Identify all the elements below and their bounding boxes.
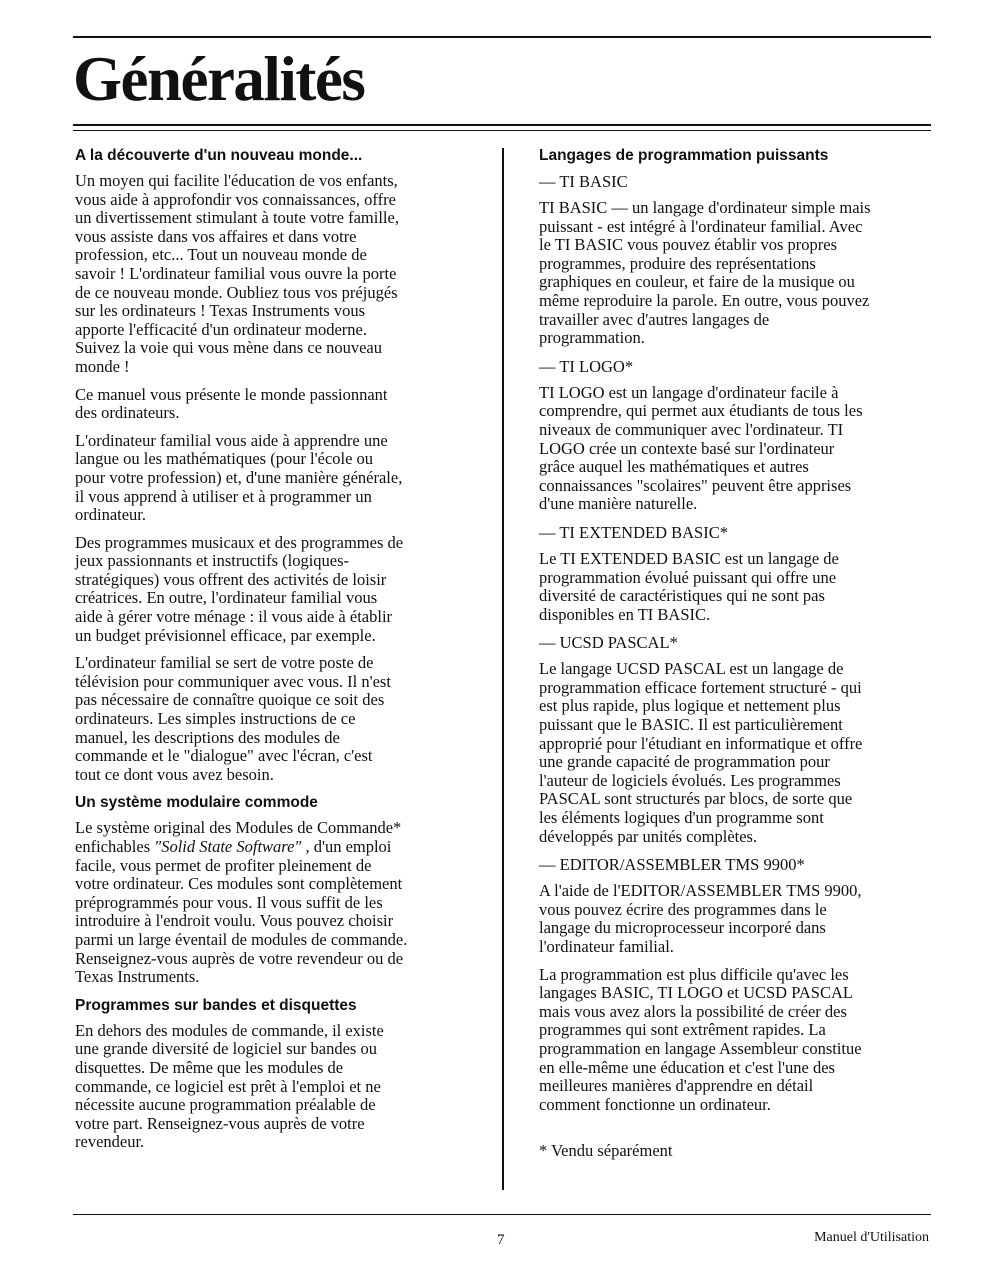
line: ordinateur. — [75, 505, 147, 525]
line: sur les ordinateurs ! Texas Instruments vous — [75, 301, 365, 321]
line: un divertissement stimulant à toute votre famille, — [75, 208, 399, 228]
line-part: , d'un emploi — [301, 837, 392, 856]
line: Des programmes musicaux et des programmes de — [75, 532, 404, 552]
line: programmation en langage Assembleur constitue — [539, 1038, 862, 1058]
line: aide à gérer votre ménage : il vous aide à établir — [75, 607, 393, 627]
paragraph-discovery-3 — [75, 432, 495, 525]
italic-product-name: "Solid State Software" — [154, 837, 302, 856]
right-column — [539, 146, 934, 1170]
line: travailler avec d'autres langages de — [539, 309, 770, 329]
paragraph-logo — [539, 384, 934, 514]
language-label-logo: — TI LOGO* — [539, 356, 634, 376]
line: comprendre, qui permet aux étudiants de tous les — [539, 401, 863, 421]
line: pour votre profession) et, d'une manière générale, — [75, 467, 403, 487]
left-column — [75, 146, 495, 1161]
line: tout ce dont vous avez besoin. — [75, 764, 274, 784]
line: l'ordinateur familial. — [539, 937, 674, 956]
line: il vous apprend à utiliser et à programmer un — [75, 486, 372, 506]
paragraph-pascal — [539, 660, 934, 846]
line: niveaux de communiquer avec l'ordinateur. TI — [539, 419, 844, 439]
line: savoir ! L'ordinateur familial vous ouvre la porte — [75, 263, 397, 283]
language-label-assembler: — EDITOR/ASSEMBLER TMS 9900* — [539, 855, 805, 875]
paragraph-discovery-4 — [75, 534, 495, 646]
line: votre part. Renseignez-vous auprès de votre — [75, 1113, 365, 1133]
line: profession, etc... Tout un nouveau monde de — [75, 245, 367, 265]
line: Le TI EXTENDED BASIC est un langage de — [539, 548, 839, 568]
paragraph-tapes — [75, 1022, 495, 1152]
line: programmation efficace fortement structuré - qui — [539, 677, 862, 697]
line: développés par unités complètes. — [539, 826, 758, 846]
line: langages BASIC, TI LOGO et UCSD PASCAL — [539, 983, 853, 1003]
line: disponibles en TI BASIC. — [539, 604, 711, 624]
line: approprié pour l'étudiant en informatique et offre — [539, 733, 863, 753]
line: mais vous avez alors la possibilité de créer des — [539, 1001, 847, 1021]
line: nécessite aucune programmation préalable de — [75, 1095, 376, 1115]
paragraph-discovery-1 — [75, 172, 495, 377]
line: vous pouvez écrire des programmes dans le — [539, 899, 827, 919]
line — [75, 838, 495, 857]
line: La programmation est plus difficile qu'avec les — [539, 964, 849, 984]
section-heading-discovery: A la découverte d'un nouveau monde... — [75, 147, 363, 164]
line: apporte l'efficacité d'un ordinateur moderne. — [75, 319, 367, 339]
line: le TI BASIC vous pouvez établir vos propres — [539, 235, 838, 255]
line: grâce auquel les mathématiques et autres — [539, 457, 809, 477]
line: Le système original des Modules de Commande* — [75, 818, 402, 838]
paragraph-basic — [539, 199, 934, 348]
paragraph-assembler-1 — [539, 882, 934, 956]
line-part: enfichables — [75, 837, 155, 856]
paragraph-discovery-5 — [75, 654, 495, 784]
line: langage du microprocesseur incorporé dans — [539, 918, 826, 938]
line: l'auteur de logiciels évolués. Les programmes — [539, 770, 841, 790]
line: pas nécessaire de connaître quoique ce soit des — [75, 690, 385, 710]
line: TI LOGO est un langage d'ordinateur facile à — [539, 382, 839, 402]
language-label-pascal: — UCSD PASCAL* — [539, 633, 678, 653]
section-heading-tapes: Programmes sur bandes et disquettes — [75, 996, 357, 1014]
line: parmi un large éventail de modules de commande. — [75, 929, 408, 949]
line: Suivez la voie qui vous mène dans ce nouveau — [75, 338, 382, 358]
page-number: 7 — [497, 1232, 505, 1248]
line: connaissances "scolaires" peuvent être apprises — [539, 475, 852, 495]
line: Le langage UCSD PASCAL est un langage de — [539, 659, 844, 679]
line: commande et le "dialogue" avec l'écran, c'est — [75, 746, 373, 766]
line: de ce nouveau monde. Oubliez tous vos préjugés — [75, 282, 398, 302]
line: des ordinateurs. — [75, 403, 180, 423]
line: préprogrammés pour vous. Il vous suffit de les — [75, 892, 383, 912]
line: manuel, les descriptions des modules de — [75, 727, 340, 747]
paragraph-assembler-2 — [539, 966, 934, 1115]
paragraph-discovery-2 — [75, 386, 495, 423]
line: Ce manuel vous présente le monde passionnant — [75, 384, 388, 404]
line: ordinateurs. Les simples instructions de ce — [75, 709, 356, 729]
line: A l'aide de l'EDITOR/ASSEMBLER TMS 9900, — [539, 881, 862, 901]
top-rule — [73, 36, 931, 38]
footer-label: Manuel d'Utilisation — [814, 1230, 929, 1245]
line: Renseignez-vous auprès de votre revendeur ou de — [75, 948, 404, 968]
line: les éléments logiques d'un programme sont — [539, 808, 824, 828]
line: un budget prévisionnel efficace, par exemple. — [75, 625, 376, 645]
line: diversité de caractéristiques qui ne sont pas — [539, 586, 825, 606]
section-heading-languages: Langages de programmation puissants — [539, 147, 829, 164]
line: LOGO crée un contexte basé sur l'ordinateur — [539, 438, 835, 458]
line: même reproduire la parole. En outre, vous pouvez — [539, 290, 870, 310]
line: comment fonctionne un ordinateur. — [539, 1094, 771, 1114]
line: langue ou les mathématiques (pour l'école ou — [75, 449, 374, 469]
line: En dehors des modules de commande, il existe — [75, 1020, 384, 1040]
language-label-basic: — TI BASIC — [539, 172, 628, 191]
language-label-extended-basic: — TI EXTENDED BASIC* — [539, 522, 728, 542]
line: Texas Instruments. — [75, 967, 200, 987]
title-rule — [73, 124, 931, 126]
line: Un moyen qui facilite l'éducation de vos enfants, — [75, 171, 398, 190]
line: télévision pour communiquer avec vous. Il n'est — [75, 671, 391, 691]
line: PASCAL sont structurés par blocs, de sorte que — [539, 789, 853, 809]
line: puissant que le BASIC. Il est particulièrement — [539, 715, 843, 735]
line: monde ! — [75, 356, 130, 376]
line: stratégiques) vous offrent des activités de loisir — [75, 569, 387, 589]
line: programmes qui sont extrêment rapides. La — [539, 1020, 826, 1040]
paragraph-extended-basic — [539, 550, 934, 624]
line: revendeur. — [75, 1132, 145, 1152]
line: d'une manière naturelle. — [539, 494, 698, 514]
line: introduire à l'endroit voulu. Vous pouvez choisir — [75, 911, 394, 931]
line: vous assiste dans vos affaires et dans votre — [75, 226, 357, 246]
footnote: * Vendu séparément — [539, 1141, 673, 1161]
line: vous aide à approfondir vos connaissances, offre — [75, 189, 396, 209]
column-divider — [502, 148, 504, 1190]
line: en elle-même une éducation et c'est l'une des — [539, 1057, 835, 1077]
line: L'ordinateur familial vous aide à apprendre une — [75, 430, 388, 450]
line: programmation. — [539, 328, 645, 348]
line: programmes, produire des représentations — [539, 253, 816, 273]
line: facile, vous permet de profiter pleinement de — [75, 855, 372, 875]
line: est plus rapide, plus logique et nettement plus — [539, 696, 841, 716]
line: une grande diversité de logiciel sur bandes ou — [75, 1039, 377, 1059]
line: programmation évolué puissant qui offre une — [539, 567, 837, 587]
line: disquettes. De même que les modules de — [75, 1057, 344, 1077]
line: puissant - est intégré à l'ordinateur familial. Avec — [539, 216, 863, 236]
line: meilleures manières d'apprendre en détail — [539, 1076, 814, 1096]
line: votre ordinateur. Ces modules sont complètement — [75, 874, 403, 894]
line: commande, ce logiciel est prêt à l'emploi et ne — [75, 1076, 381, 1096]
line: TI BASIC — un langage d'ordinateur simple mais — [539, 198, 871, 217]
title-rule-thin — [73, 130, 931, 131]
line: L'ordinateur familial se sert de votre poste de — [75, 653, 374, 673]
section-heading-modular: Un système modulaire commode — [75, 794, 318, 812]
page-title: Généralités — [73, 44, 365, 114]
line: jeux passionnants et instructifs (logiques- — [75, 551, 350, 571]
footer-rule — [73, 1214, 931, 1215]
paragraph-modular — [75, 819, 495, 986]
line: graphiques en couleur, et faire de la musique ou — [539, 272, 855, 292]
line: créatrices. En outre, l'ordinateur familial vous — [75, 588, 378, 608]
line: une grande capacité de programmation pour — [539, 752, 830, 772]
